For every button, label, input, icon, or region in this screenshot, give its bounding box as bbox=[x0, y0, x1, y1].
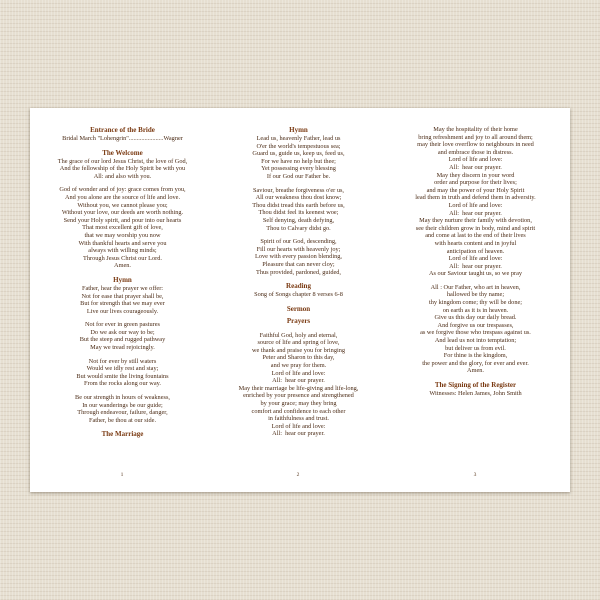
section-heading: Sermon bbox=[286, 304, 311, 313]
text-line: in faithfulness and trust. bbox=[268, 415, 329, 423]
text-line: the power and the glory, for ever and ever. bbox=[422, 359, 529, 367]
text-line: Thus provided, pardoned, guided, bbox=[256, 268, 341, 276]
text-line: Self denying, death defying, bbox=[262, 216, 335, 224]
text-line: Bridal March "Lohengrin"......................Wagner bbox=[62, 135, 183, 142]
text-line: Be our strength in hours of weakness, bbox=[75, 394, 170, 402]
text-line: on earth as it is in heaven. bbox=[442, 306, 509, 314]
text-line: thy kingdom come; thy will be done; bbox=[428, 299, 523, 307]
text-line: For we have no help but thee; bbox=[261, 157, 336, 165]
text-line: but deliver us from evil. bbox=[445, 344, 506, 352]
section-heading: Prayers bbox=[286, 316, 311, 325]
section-heading: Hymn bbox=[289, 126, 308, 134]
text-line: Father, be thou at our side. bbox=[88, 416, 157, 424]
text-line: source of life and spring of love, bbox=[257, 339, 340, 347]
text-line: Saviour, breathe forgiveness o'er us, bbox=[253, 186, 344, 194]
text-line: All our weakness thou dost know; bbox=[255, 194, 342, 202]
text-line: order and purpose for their lives; bbox=[434, 179, 517, 187]
text-line: by your grace; may they bring bbox=[260, 400, 337, 408]
text-line: Send your Holy spirit, and pour into our hearts bbox=[63, 216, 182, 224]
text-line: Lord of life and love: bbox=[448, 156, 503, 164]
text-line: Lord of life and love: bbox=[448, 255, 503, 263]
text-line: Without you, we cannot please you; bbox=[77, 201, 168, 209]
text-line: hallowed be thy name; bbox=[446, 291, 505, 299]
text-line: that we may worship you now bbox=[84, 231, 161, 239]
text-line: and come at last to the end of their lives bbox=[425, 232, 526, 240]
text-line: and embrace those in distress. bbox=[437, 148, 514, 156]
text-line: comfort and confidence to each other bbox=[251, 407, 346, 415]
text-line: Faithful God, holy and eternal, bbox=[259, 331, 338, 339]
text-line: The grace of our lord Jesus Christ, the love of God, bbox=[57, 157, 188, 165]
text-line: But for strength that we may ever bbox=[80, 300, 165, 308]
text-line: All : Our Father, who art in heaven, bbox=[430, 283, 521, 291]
text-line: But would smite the living fountains bbox=[76, 372, 169, 380]
text-line: and we pray for them. bbox=[270, 362, 327, 370]
text-line: anticipation of heaven. bbox=[446, 247, 505, 255]
text-line: May we tread rejoicingly. bbox=[90, 344, 155, 352]
text-line: Pleasure that can never cloy; bbox=[262, 260, 335, 268]
section-heading: The Welcome bbox=[102, 148, 143, 157]
text-line: Thou didst tread this earth before us, bbox=[252, 201, 345, 209]
text-line: see their children grow in body, mind and spirit bbox=[415, 224, 536, 232]
section-heading: The Marriage bbox=[101, 430, 144, 439]
text-line: O'er the world's tempestuous sea; bbox=[256, 142, 341, 150]
text-line: Thou didst feel its keenest woe; bbox=[258, 209, 339, 217]
page-number-1: 1 bbox=[120, 472, 124, 478]
order-of-service-sheet bbox=[30, 108, 570, 492]
text-line: With thankful hearts and serve you bbox=[78, 239, 167, 247]
text-line: Would we idly rest and stay; bbox=[86, 365, 159, 373]
text-line: All: hear our prayer. bbox=[449, 262, 502, 270]
page-2-column bbox=[216, 126, 381, 488]
text-line: Peter and Sharon to this day, bbox=[262, 354, 335, 362]
section-heading: Entrance of the Bride bbox=[90, 126, 155, 134]
text-line: always with willing minds; bbox=[88, 247, 157, 255]
text-line: Give us this day our daily bread. bbox=[434, 314, 517, 322]
text-line: God of wonder and of joy: grace comes from you, bbox=[59, 186, 186, 194]
text-line: as we forgive those who trespass against us. bbox=[420, 329, 531, 337]
text-line: If our God our Father be. bbox=[266, 172, 331, 180]
section-heading: Hymn bbox=[113, 275, 132, 284]
text-line: And forgive us our trespasses, bbox=[437, 321, 514, 329]
text-line: That most excellent gift of love, bbox=[82, 224, 163, 232]
text-line: Spirit of our God, descending, bbox=[260, 238, 337, 246]
text-line: Love with every passion blending, bbox=[255, 253, 342, 261]
page-number-3: 3 bbox=[473, 472, 477, 478]
text-line: Amen. bbox=[114, 262, 131, 270]
text-line: Yet possessing every blessing bbox=[261, 165, 336, 173]
text-line: Not for ever in green pastures bbox=[84, 321, 160, 329]
text-line: bring refreshment and joy to all around them; bbox=[418, 133, 533, 141]
text-line: For thine is the kingdom, bbox=[443, 352, 508, 360]
text-line: and may the power of your Holy Spirit bbox=[426, 186, 525, 194]
text-line: Through Jesus Christ our Lord. bbox=[83, 254, 162, 262]
text-line: All: hear our prayer. bbox=[449, 209, 502, 217]
text-line: lead them in truth and defend them in adversity. bbox=[415, 194, 536, 202]
text-line: we thank and praise you for bringing bbox=[251, 346, 346, 354]
text-line: May the hospitality of their home bbox=[433, 126, 518, 133]
text-line: Amen. bbox=[467, 367, 484, 375]
text-line: Thou to Calvary didst go. bbox=[266, 224, 331, 232]
text-line: Lead us, heavenly Father, lead us bbox=[256, 135, 341, 142]
section-heading: The Signing of the Register bbox=[434, 381, 517, 389]
text-line: Do we ask our way to be; bbox=[90, 328, 155, 336]
page-3-column bbox=[393, 126, 558, 488]
page-number-2: 2 bbox=[296, 472, 300, 478]
text-line: All: hear our prayer. bbox=[449, 163, 502, 171]
text-line: Without your love, our deeds are worth nothing. bbox=[61, 209, 184, 217]
text-line: Song of Songs chapter 8 verses 6-8 bbox=[254, 291, 343, 299]
section-heading: Reading bbox=[286, 282, 311, 291]
text-line: may their love overflow to neighbours in need bbox=[417, 141, 534, 149]
text-line: As our Saviour taught us, so we pray bbox=[428, 270, 523, 278]
text-line: Witnesses: Helen James, John Smith bbox=[429, 390, 522, 397]
text-line: May they discern in your word bbox=[436, 171, 515, 179]
text-line: Fill our hearts with heavenly joy; bbox=[256, 245, 341, 253]
text-line: Lord of life and love: bbox=[271, 422, 326, 430]
text-line: Guard us, guide us, keep us, feed us, bbox=[252, 150, 345, 158]
text-line: with hearts content and in joyful bbox=[434, 239, 517, 247]
text-line: Live our lives courageously. bbox=[86, 307, 159, 315]
text-line: All: hear our prayer. bbox=[272, 430, 325, 438]
text-line: All: and also with you. bbox=[93, 172, 152, 180]
text-line: Through endeavour, failure, danger, bbox=[77, 409, 168, 417]
text-line: May their marriage be life-giving and life-long, bbox=[238, 384, 359, 392]
text-line: But the steep and rugged pathway bbox=[79, 336, 166, 344]
text-line: enriched by your presence and strengthened bbox=[243, 392, 354, 400]
text-line: Lord of life and love: bbox=[271, 369, 326, 377]
text-line: From the rocks along our way. bbox=[84, 380, 161, 388]
text-line: Father, hear the prayer we offer: bbox=[81, 284, 164, 292]
text-line: And lead us not into temptation; bbox=[434, 337, 517, 345]
text-line: And the fellowship of the Holy Spirit be with you bbox=[59, 165, 186, 173]
text-line: And you alone are the source of life and love. bbox=[64, 193, 181, 201]
text-line: In our wanderings be our guide; bbox=[82, 401, 163, 409]
text-line: Lord of life and love: bbox=[448, 201, 503, 209]
text-line: Not for ease that prayer shall be, bbox=[81, 292, 164, 300]
text-line: May they nurture their family with devotion, bbox=[419, 217, 532, 225]
page-1-column bbox=[40, 126, 205, 488]
text-line: Not for ever by still waters bbox=[88, 357, 157, 365]
text-line: All: hear our prayer. bbox=[272, 377, 325, 385]
